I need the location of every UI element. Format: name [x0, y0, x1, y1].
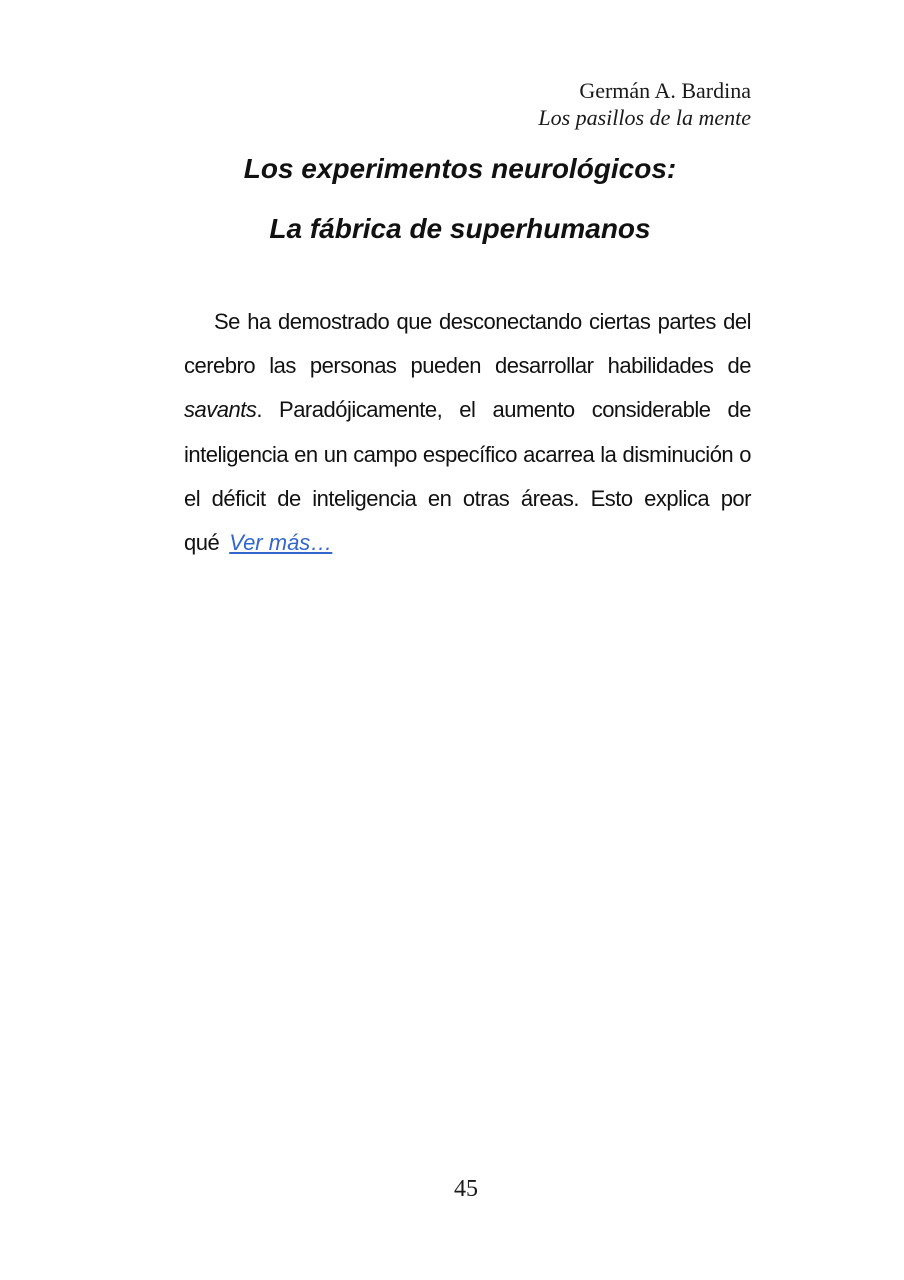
body-paragraph: [184, 300, 751, 565]
body-text-start: Se ha demostrado que desconectando ciertas partes del cerebro las personas pueden desarrollar habilidades de: [184, 309, 751, 379]
page-number: 45: [454, 1176, 478, 1202]
author-name: Germán A. Bardina: [579, 78, 751, 103]
body-emphasis: savants: [184, 397, 257, 423]
book-title: Los pasillos de la mente: [538, 105, 751, 130]
chapter-title-line-1: Los experimentos neurológicos:: [243, 153, 677, 184]
running-header: [538, 77, 751, 131]
chapter-title-line-2: La fábrica de superhumanos: [269, 213, 651, 244]
read-more-link[interactable]: Ver más…: [229, 530, 333, 556]
body-text-end: . Paradójicamente, el aumento considerable de inteligencia en un campo específico acarrea la disminución o el déficit de inteligencia en otras áreas. Esto explica por qué: [184, 397, 751, 556]
